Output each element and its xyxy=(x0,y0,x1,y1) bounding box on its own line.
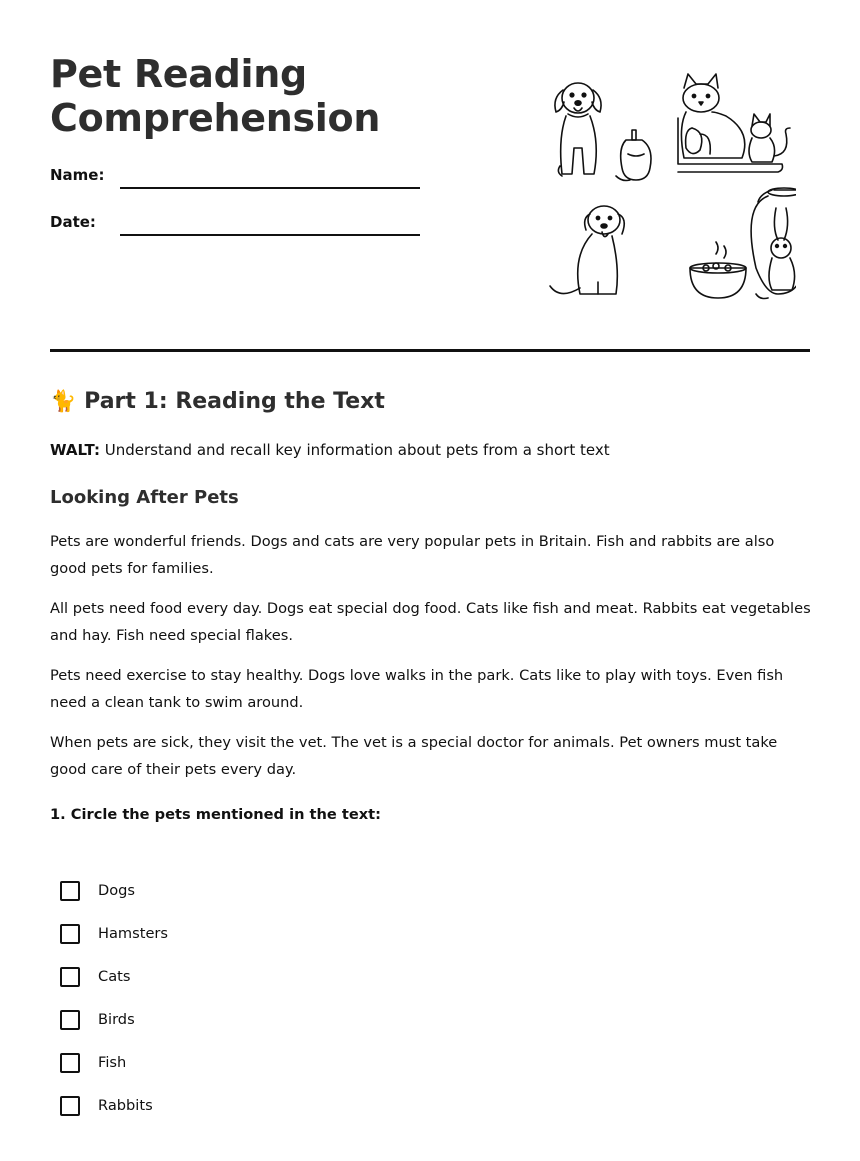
option-label: Hamsters xyxy=(98,925,169,942)
option-cats[interactable] xyxy=(60,955,168,998)
title-line-2: Comprehension xyxy=(50,96,381,140)
passage-paragraph-2: All pets need food every day. Dogs eat special dog food. Cats like fish and meat. Rabbits eat vegetables and hay. Fish need special flakes. xyxy=(50,600,811,644)
checkbox[interactable] xyxy=(60,1096,80,1116)
passage-title: Looking After Pets xyxy=(50,487,239,508)
passage-paragraph-3: Pets need exercise to stay healthy. Dogs love walks in the park. Cats like to play with toys. Even fish need a clean tank to swim around. xyxy=(50,667,784,711)
checkbox[interactable] xyxy=(60,924,80,944)
answer-options xyxy=(60,869,168,1127)
option-label: Cats xyxy=(98,968,131,985)
option-label: Dogs xyxy=(98,882,136,899)
walt-text: Understand and recall key information about pets from a short text xyxy=(99,441,610,459)
passage-paragraph-4: When pets are sick, they visit the vet. The vet is a special doctor for animals. Pet owners must take good care of their pets every day. xyxy=(50,734,778,778)
passage-paragraph-1: Pets are wonderful friends. Dogs and cats are very popular pets in Britain. Fish and rabbits are also good pets for families. xyxy=(50,533,775,577)
option-hamsters[interactable] xyxy=(60,912,168,955)
page-title xyxy=(50,52,480,140)
option-label: Rabbits xyxy=(98,1097,153,1114)
option-label: Birds xyxy=(98,1011,135,1028)
question-1: 1. Circle the pets mentioned in the text: xyxy=(50,806,381,823)
sitting-dog-icon xyxy=(550,206,624,294)
walt-label: WALT: xyxy=(50,441,100,459)
checkbox[interactable] xyxy=(60,1053,80,1073)
cat-emoji-icon: 🐈 xyxy=(50,389,77,413)
name-label: Name: xyxy=(50,166,105,184)
pets-illustration xyxy=(546,68,796,310)
date-label: Date: xyxy=(50,213,96,231)
name-field[interactable] xyxy=(120,187,420,189)
part1-heading xyxy=(50,389,385,414)
treat-jar-icon xyxy=(616,130,651,181)
rabbit-icon xyxy=(756,208,795,299)
walt-statement xyxy=(50,441,610,459)
option-birds[interactable] xyxy=(60,998,168,1041)
kitten-icon xyxy=(749,114,790,162)
option-dogs[interactable] xyxy=(60,869,168,912)
option-rabbits[interactable] xyxy=(60,1084,168,1127)
dog-icon xyxy=(555,83,601,176)
part1-title: Part 1: Reading the Text xyxy=(84,389,385,414)
section-divider xyxy=(50,349,810,352)
checkbox[interactable] xyxy=(60,1010,80,1030)
date-field[interactable] xyxy=(120,234,420,236)
food-bowl-icon xyxy=(690,242,746,298)
title-line-1: Pet Reading xyxy=(50,52,307,96)
checkbox[interactable] xyxy=(60,967,80,987)
checkbox[interactable] xyxy=(60,881,80,901)
option-label: Fish xyxy=(98,1054,127,1071)
option-fish[interactable] xyxy=(60,1041,168,1084)
